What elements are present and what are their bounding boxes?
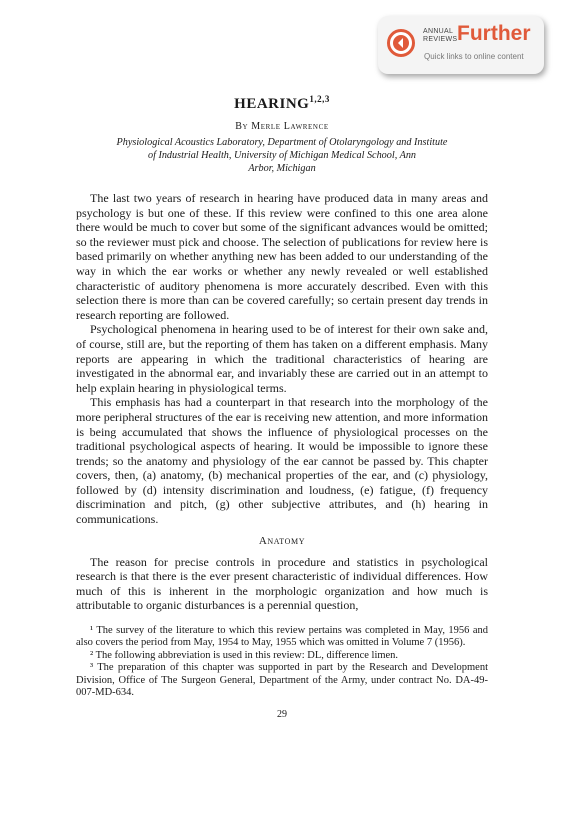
- banner-annual-text: ANNUAL: [423, 28, 454, 35]
- banner-further-title: Further: [457, 22, 531, 45]
- title-footnote-markers: 1,2,3: [309, 94, 330, 104]
- banner-tagline: Quick links to online content: [424, 52, 524, 61]
- author-affiliation: [76, 136, 488, 175]
- affiliation-line: Arbor, Michigan: [248, 163, 316, 174]
- footnote: ¹ The survey of the literature to which this review pertains was completed in May, 1956 and also covers the period from May, 1954 to May, 1955 which was omitted in Volume 7 (1956).: [76, 625, 488, 649]
- article-page: [76, 94, 488, 720]
- affiliation-line: of Industrial Health, University of Michigan Medical School, Ann: [147, 150, 417, 161]
- section-heading: Anatomy: [258, 534, 306, 547]
- annual-reviews-logo-icon: [387, 29, 415, 57]
- affiliation-line: Physiological Acoustics Laboratory, Department of Otolaryngology and Institute: [116, 137, 448, 148]
- banner-annual-reviews-label: [423, 28, 457, 44]
- body-paragraph: This emphasis has had a counterpart in that research into the morphology of the more peripheral structures of the ear is receiving new attention, and more information is being accumulated that shows the influence of physiological processes on the traditional psychological aspects of hearing. It would be impossible to ignore these trends; so the anatomy and physiology of the ear cannot be passed by. This chapter covers, then, (a) anatomy, (b) mechanical properties of the ear, and (c) physiology, followed by (d) intensity discrimination and loudness, (e) fatigue, (f) frequency discrimination and pitch, (g) other subjective attributes, and (h) hearing in communications.: [76, 395, 488, 527]
- article-author: By Merle Lawrence: [235, 121, 329, 132]
- banner-reviews-text: REVIEWS: [423, 36, 458, 43]
- section-paragraph: The reason for precise controls in procedure and statistics in psychological research is that there is the ever present characteristic of individual differences. How much of this is inherent in the morphologic organization and how much is attributable to organic disturbances is a perennial question,: [76, 554, 488, 613]
- footnote: ² The following abbreviation is used in this review: DL, difference limen.: [90, 649, 399, 661]
- footnote: ³ The preparation of this chapter was supported in part by the Research and Development Division, Office of The Surgeon General, Department of the Army, under contract No. DA-49-007-MD-634.: [76, 662, 488, 699]
- body-paragraph: The last two years of research in hearing have produced data in many areas and psychology is but one of these. If this review were confined to this one area alone there would be much to cover but some of the significant advances would be omitted; so the reviewer must pick and choose. The selection of publications for review here is based primarily on whether anything new has been added to our understanding of the way in which the ear works or whether any newly revealed or well established characteristic of auditory phenomena is more accurately described. Even with this selection there is more than can be covered carefully; so certain present day trends in research reporting are followed.: [76, 191, 488, 322]
- article-title: [76, 94, 488, 113]
- page-number: 29: [277, 709, 287, 721]
- body-paragraph: Psychological phenomena in hearing used to be of interest for their own sake and, of course, still are, but the reporting of them has taken on a different emphasis. Many reports are appearing in which the traditional characteristics of hearing are investigated in the abnormal ear, and invariably these are carried out in an attempt to help explain hearing in physiological terms.: [76, 322, 488, 395]
- annual-reviews-further-banner[interactable]: [378, 16, 544, 74]
- article-title-text: HEARING: [234, 96, 310, 112]
- play-arrow-icon: [393, 35, 409, 51]
